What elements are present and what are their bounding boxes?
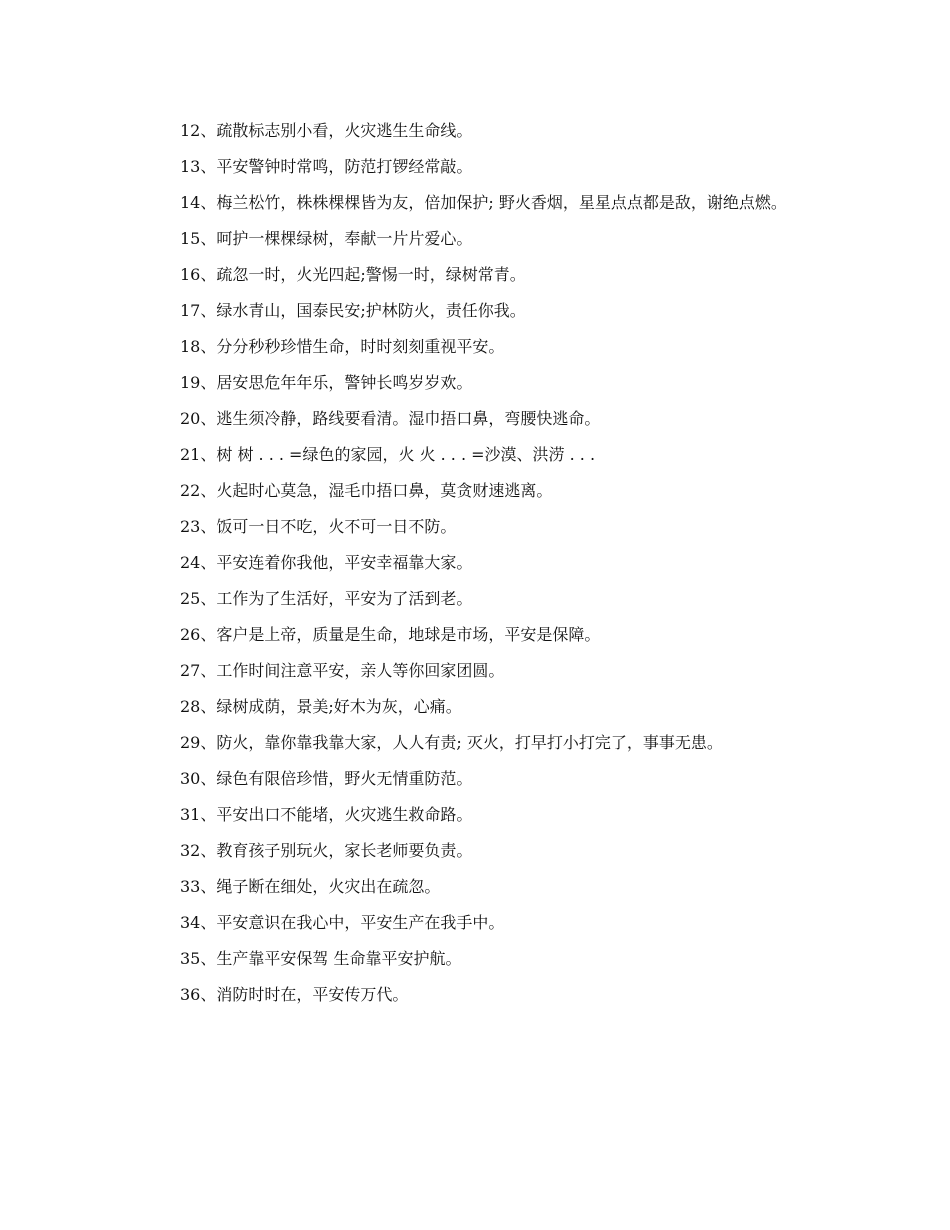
slogan-line-35: 35、生产靠平安保驾 生命靠平安护航。 xyxy=(180,949,462,968)
slogan-line-17: 17、绿水青山，国泰民安;护林防火，责任你我。 xyxy=(180,301,526,320)
slogan-line-31: 31、平安出口不能堵，火灾逃生救命路。 xyxy=(180,805,473,824)
slogan-line-23: 23、饭可一日不吃，火不可一日不防。 xyxy=(180,517,457,536)
slogan-line-30: 30、绿色有限倍珍惜，野火无情重防范。 xyxy=(180,769,473,788)
slogan-line-24: 24、平安连着你我他，平安幸福靠大家。 xyxy=(180,553,473,572)
slogan-line-22: 22、火起时心莫急，湿毛巾捂口鼻，莫贪财速逃离。 xyxy=(180,481,553,500)
slogan-line-15: 15、呵护一棵棵绿树，奉献一片片爱心。 xyxy=(180,229,473,248)
slogan-line-28: 28、绿树成荫，景美;好木为灰，心痛。 xyxy=(180,697,462,716)
slogan-line-16: 16、疏忽一时，火光四起;警惕一时，绿树常青。 xyxy=(180,265,526,284)
slogan-line-13: 13、平安警钟时常鸣，防范打锣经常敲。 xyxy=(180,157,473,176)
slogan-line-29: 29、防火，靠你靠我靠大家，人人有责; 灭火，打早打小打完了，事事无患。 xyxy=(180,733,723,752)
slogan-line-19: 19、居安思危年年乐，警钟长鸣岁岁欢。 xyxy=(180,373,473,392)
slogan-line-33: 33、绳子断在细处，火灾出在疏忽。 xyxy=(180,877,441,896)
slogan-line-26: 26、客户是上帝，质量是生命，地球是市场，平安是保障。 xyxy=(180,625,601,644)
document-body xyxy=(145,113,795,1013)
slogan-line-34: 34、平安意识在我心中，平安生产在我手中。 xyxy=(180,913,505,932)
slogan-line-12: 12、疏散标志别小看，火灾逃生生命线。 xyxy=(180,121,473,140)
slogan-line-25: 25、工作为了生活好，平安为了活到老。 xyxy=(180,589,473,608)
slogan-line-14: 14、梅兰松竹，株株棵棵皆为友，倍加保护; 野火香烟，星星点点都是敌，谢绝点燃。 xyxy=(180,193,787,212)
slogan-line-36: 36、消防时时在，平安传万代。 xyxy=(180,985,409,1004)
slogan-line-20: 20、逃生须冷静，路线要看清。湿巾捂口鼻，弯腰快逃命。 xyxy=(180,409,601,428)
slogan-line-27: 27、工作时间注意平安，亲人等你回家团圆。 xyxy=(180,661,505,680)
slogan-line-21: 21、树 树 . . . =绿色的家园，火 火 . . . =沙漠、洪涝 . . . xyxy=(180,445,596,464)
slogan-line-32: 32、教育孩子别玩火，家长老师要负责。 xyxy=(180,841,473,860)
slogan-line-18: 18、分分秒秒珍惜生命，时时刻刻重视平安。 xyxy=(180,337,505,356)
